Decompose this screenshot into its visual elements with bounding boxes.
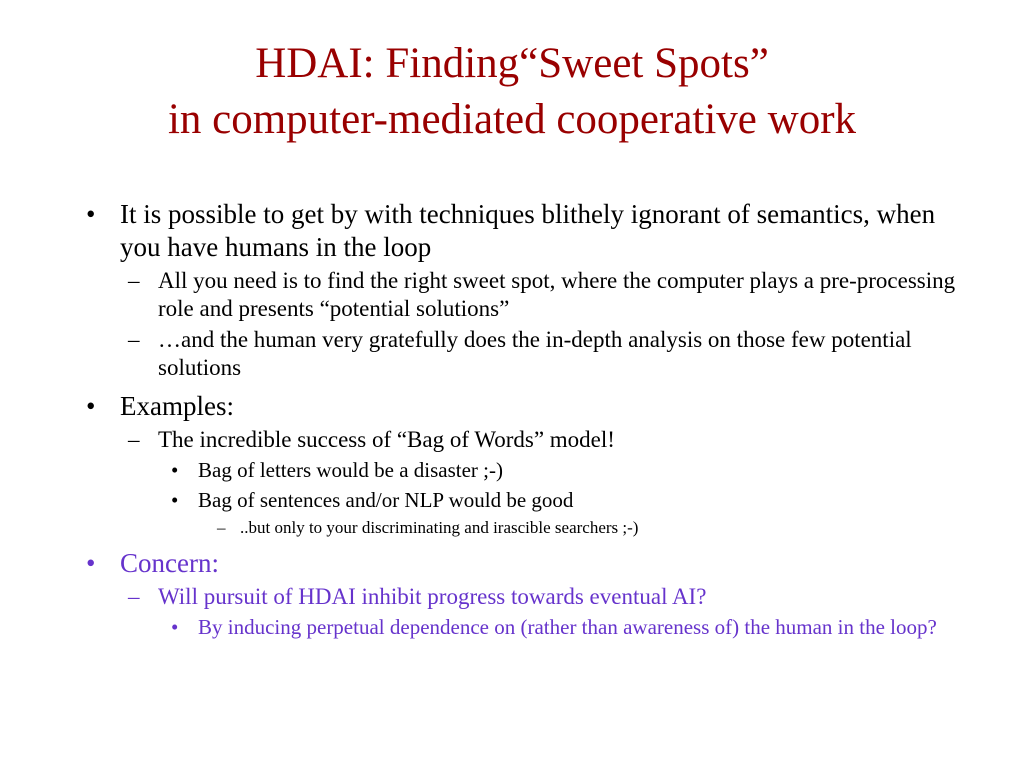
- third-level-text: By inducing perpetual dependence on (rather than awareness of) the human in the loop?: [198, 615, 937, 639]
- sub-bullet-text: …and the human very gratefully does the in-depth analysis on those few potential solutions: [158, 327, 912, 380]
- bullet-text: It is possible to get by with techniques blithely ignorant of semantics, when you have humans in the loop: [120, 199, 936, 262]
- bullet-marker: •: [171, 458, 179, 482]
- dash-marker: –: [128, 327, 140, 352]
- fourth-level-text: ..but only to your discriminating and irascible searchers ;-): [240, 518, 639, 537]
- third-level-text: Bag of letters would be a disaster ;-): [198, 458, 503, 482]
- bullet-marker: •: [86, 199, 96, 229]
- third-level-item: [86, 614, 966, 641]
- bullet-marker: •: [171, 488, 179, 512]
- sub-bullet-item: [86, 583, 966, 611]
- fourth-level-item: [86, 517, 966, 539]
- sub-bullet-item: [86, 426, 966, 454]
- bullet-text: Examples:: [120, 391, 234, 421]
- third-level-text: Bag of sentences and/or NLP would be good: [198, 488, 574, 512]
- bullet-item: [86, 547, 966, 580]
- bullet-item: [86, 198, 966, 264]
- sub-bullet-item: [86, 326, 966, 382]
- sub-bullet-text: All you need is to find the right sweet spot, where the computer plays a pre-processing role and presents “potential solutions”: [158, 268, 956, 321]
- slide-title: [0, 36, 1024, 148]
- slide-title-line-2: in computer-mediated cooperative work: [167, 96, 857, 143]
- bullet-marker: •: [171, 615, 179, 639]
- bullet-item: [86, 390, 966, 423]
- slide-title-line-1: HDAI: Finding“Sweet Spots”: [255, 40, 769, 87]
- sub-bullet-text: The incredible success of “Bag of Words” model!: [158, 427, 615, 452]
- dash-marker: –: [128, 427, 140, 452]
- slide-body: [86, 198, 966, 641]
- bullet-text: Concern:: [120, 548, 219, 578]
- dash-marker: –: [128, 584, 140, 609]
- bullet-marker: •: [86, 548, 96, 578]
- dash-marker: –: [217, 518, 226, 537]
- bullet-marker: •: [86, 391, 96, 421]
- third-level-item: [86, 457, 966, 484]
- sub-bullet-text: Will pursuit of HDAI inhibit progress towards eventual AI?: [158, 584, 707, 609]
- third-level-item: [86, 487, 966, 514]
- sub-bullet-item: [86, 267, 966, 323]
- dash-marker: –: [128, 268, 140, 293]
